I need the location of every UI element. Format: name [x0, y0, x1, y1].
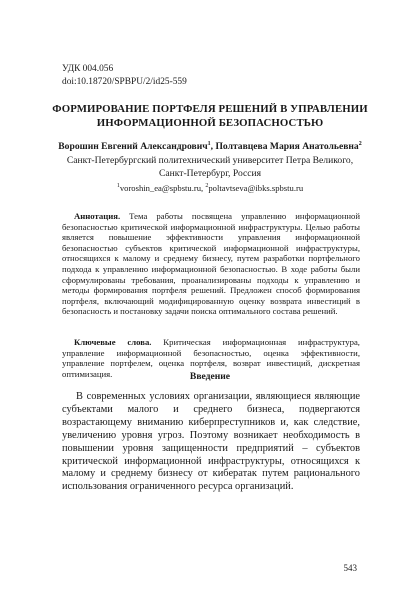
email-2-mark: 2 [205, 183, 209, 190]
body-text [62, 391, 360, 494]
author-2-name: Полтавцева Мария Анатольевна [215, 141, 359, 152]
udk-code: УДК 004.056 [62, 64, 114, 74]
author-1-name: Ворошин Евгений Александрович [58, 141, 208, 152]
affiliation-line-2: Санкт-Петербург, Россия [158, 167, 262, 179]
abstract-paragraph [62, 211, 360, 317]
author-1-mark: 1 [207, 140, 211, 147]
affiliation [40, 155, 380, 180]
email-1-mark: 1 [116, 183, 120, 190]
keywords-text: Критическая информационная инфраструктура, управление информационной безопасностью, оценка эффективности, управление портфелем, оценка портфеля, возврат инвестиций, дискретная оптимизация. [62, 337, 360, 379]
abstract-label: Аннотация. [74, 211, 121, 221]
author-emails [40, 183, 380, 194]
author-2-mark: 2 [358, 140, 362, 147]
abstract [62, 211, 360, 317]
doi: doi:10.18720/SPBPU/2/id25-559 [62, 77, 187, 87]
body-paragraph-1: В современных условиях организации, являющиеся являющие субъектами малого и среднего бизнеса, подвергаются возрастающему вниманию киберпреступников и, как следствие, увеличению уровня угроз. Поэтому возникает необходимость в повышении уровня защищенности предприятий – субъектов критической информационной инфраструктуры, относящихся к малому и среднему бизнесу от кибератак путем рационального использования ограниченного ресурса организаций. [62, 391, 360, 493]
affiliation-line-1: Санкт-Петербургский политехнический университет Петра Великого, [66, 155, 354, 166]
section-heading: Введение [189, 371, 231, 382]
abstract-text: Тема работы посвящена управлению информационной безопасностью критической информационной инфраструктуры. Целью работы является повышение эффективности управления информационной безопасностью субъектов критической информационной инфраструктуры, относящихся к малому и среднему бизнесу, путем разработки портфельного подхода к управлению информационной безопасностью. В ходе работы были сформулированы требования, проанализированы подходы к управлению и методы формирования портфеля решений. Предложен способ формирования портфеля, включающий модифицированную оценку возврата инвестиций в безопасность и постановку задачи поиска оптимального состава решений. [62, 211, 360, 317]
author-list [40, 141, 380, 153]
paper-title: ФОРМИРОВАНИЕ ПОРТФЕЛЯ РЕШЕНИЙ В УПРАВЛЕНИИ ИНФОРМАЦИОННОЙ БЕЗОПАСНОСТЬЮ [52, 103, 368, 129]
email-1: voroshin_ea@spbstu.ru [119, 183, 202, 193]
email-2: poltavtseva@ibks.spbstu.ru [208, 183, 304, 193]
keywords-label: Ключевые слова. [74, 337, 152, 347]
author-separator: , [210, 141, 216, 152]
page-number: 543 [343, 563, 357, 573]
email-separator: , [201, 183, 206, 193]
